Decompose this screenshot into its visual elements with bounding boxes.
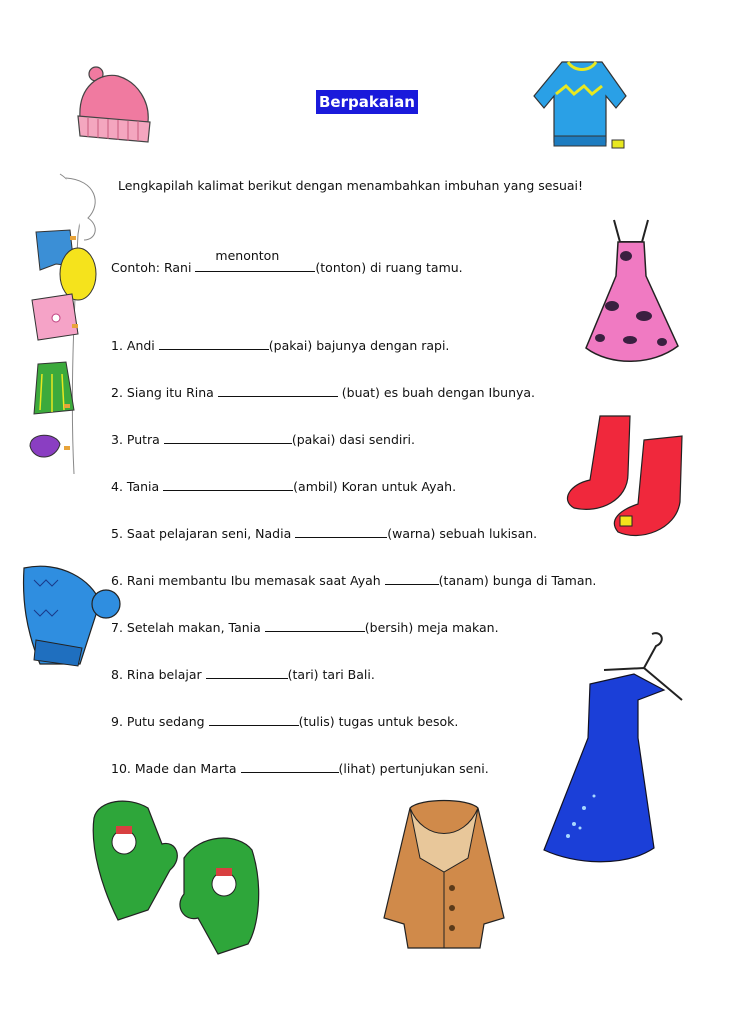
item-text: 5. Saat pelajaran seni, Nadia xyxy=(111,526,296,541)
answer-blank[interactable] xyxy=(295,525,387,538)
clothesline-icon xyxy=(26,174,106,474)
exercise-item-6 xyxy=(111,572,596,589)
item-text: (ambil) Koran untuk Ayah. xyxy=(293,479,457,494)
item-text: (bersih) meja makan. xyxy=(364,620,499,635)
exercise-item-3 xyxy=(111,431,415,448)
item-text: (tari) tari Bali. xyxy=(287,667,375,682)
item-text: (warna) sebuah lukisan. xyxy=(387,526,538,541)
answer-blank[interactable] xyxy=(159,337,269,350)
exercise-item-9 xyxy=(111,713,458,730)
item-text: (buat) es buah dengan Ibunya. xyxy=(337,385,536,400)
item-text: (tulis) tugas untuk besok. xyxy=(298,714,459,729)
answer-blank[interactable] xyxy=(206,666,288,679)
item-text: 3. Putra xyxy=(111,432,164,447)
answer-blank[interactable] xyxy=(209,713,299,726)
answer-blank[interactable] xyxy=(218,384,338,397)
answer-blank[interactable] xyxy=(385,572,439,585)
brown-coat-icon xyxy=(380,798,508,954)
instruction-text: Lengkapilah kalimat berikut dengan menambahkan imbuhan yang sesuai! xyxy=(118,178,584,193)
exercise-item-2 xyxy=(111,384,535,401)
exercise-item-7 xyxy=(111,619,499,636)
example-suffix: (tonton) di ruang tamu. xyxy=(315,260,463,275)
example-blank xyxy=(195,248,315,272)
red-socks-icon xyxy=(564,414,690,542)
item-text: 9. Putu sedang xyxy=(111,714,209,729)
item-text: 6. Rani membantu Ibu memasak saat Ayah xyxy=(111,573,385,588)
blue-dress-on-hanger-icon xyxy=(544,628,684,868)
exercise-item-5 xyxy=(111,525,537,542)
item-text: 2. Siang itu Rina xyxy=(111,385,218,400)
item-text: 4. Tania xyxy=(111,479,164,494)
page-title: Berpakaian xyxy=(316,90,418,114)
item-text: 1. Andi xyxy=(111,338,159,353)
item-text: (pakai) dasi sendiri. xyxy=(291,432,415,447)
blue-sweater-icon xyxy=(532,56,632,154)
green-mittens-icon xyxy=(88,798,264,954)
exercise-item-8 xyxy=(111,666,375,683)
exercise-item-4 xyxy=(111,478,456,495)
answer-blank[interactable] xyxy=(164,431,292,444)
item-text: (lihat) pertunjukan seni. xyxy=(338,761,489,776)
answer-blank[interactable] xyxy=(241,760,339,773)
example-answer: menonton xyxy=(215,248,280,263)
answer-blank[interactable] xyxy=(163,478,293,491)
item-text: 10. Made dan Marta xyxy=(111,761,241,776)
example-prefix: Contoh: Rani xyxy=(111,260,196,275)
item-text: 7. Setelah makan, Tania xyxy=(111,620,265,635)
item-text: (tanam) bunga di Taman. xyxy=(438,573,597,588)
pink-dress-icon xyxy=(582,216,682,364)
blue-winter-hat-icon xyxy=(20,560,124,668)
item-text: 8. Rina belajar xyxy=(111,667,206,682)
item-text: (pakai) bajunya dengan rapi. xyxy=(268,338,450,353)
answer-blank[interactable] xyxy=(265,619,365,632)
example-line xyxy=(111,248,463,276)
exercise-item-1 xyxy=(111,337,449,354)
pink-beanie-icon xyxy=(74,66,156,148)
exercise-item-10 xyxy=(111,760,489,777)
